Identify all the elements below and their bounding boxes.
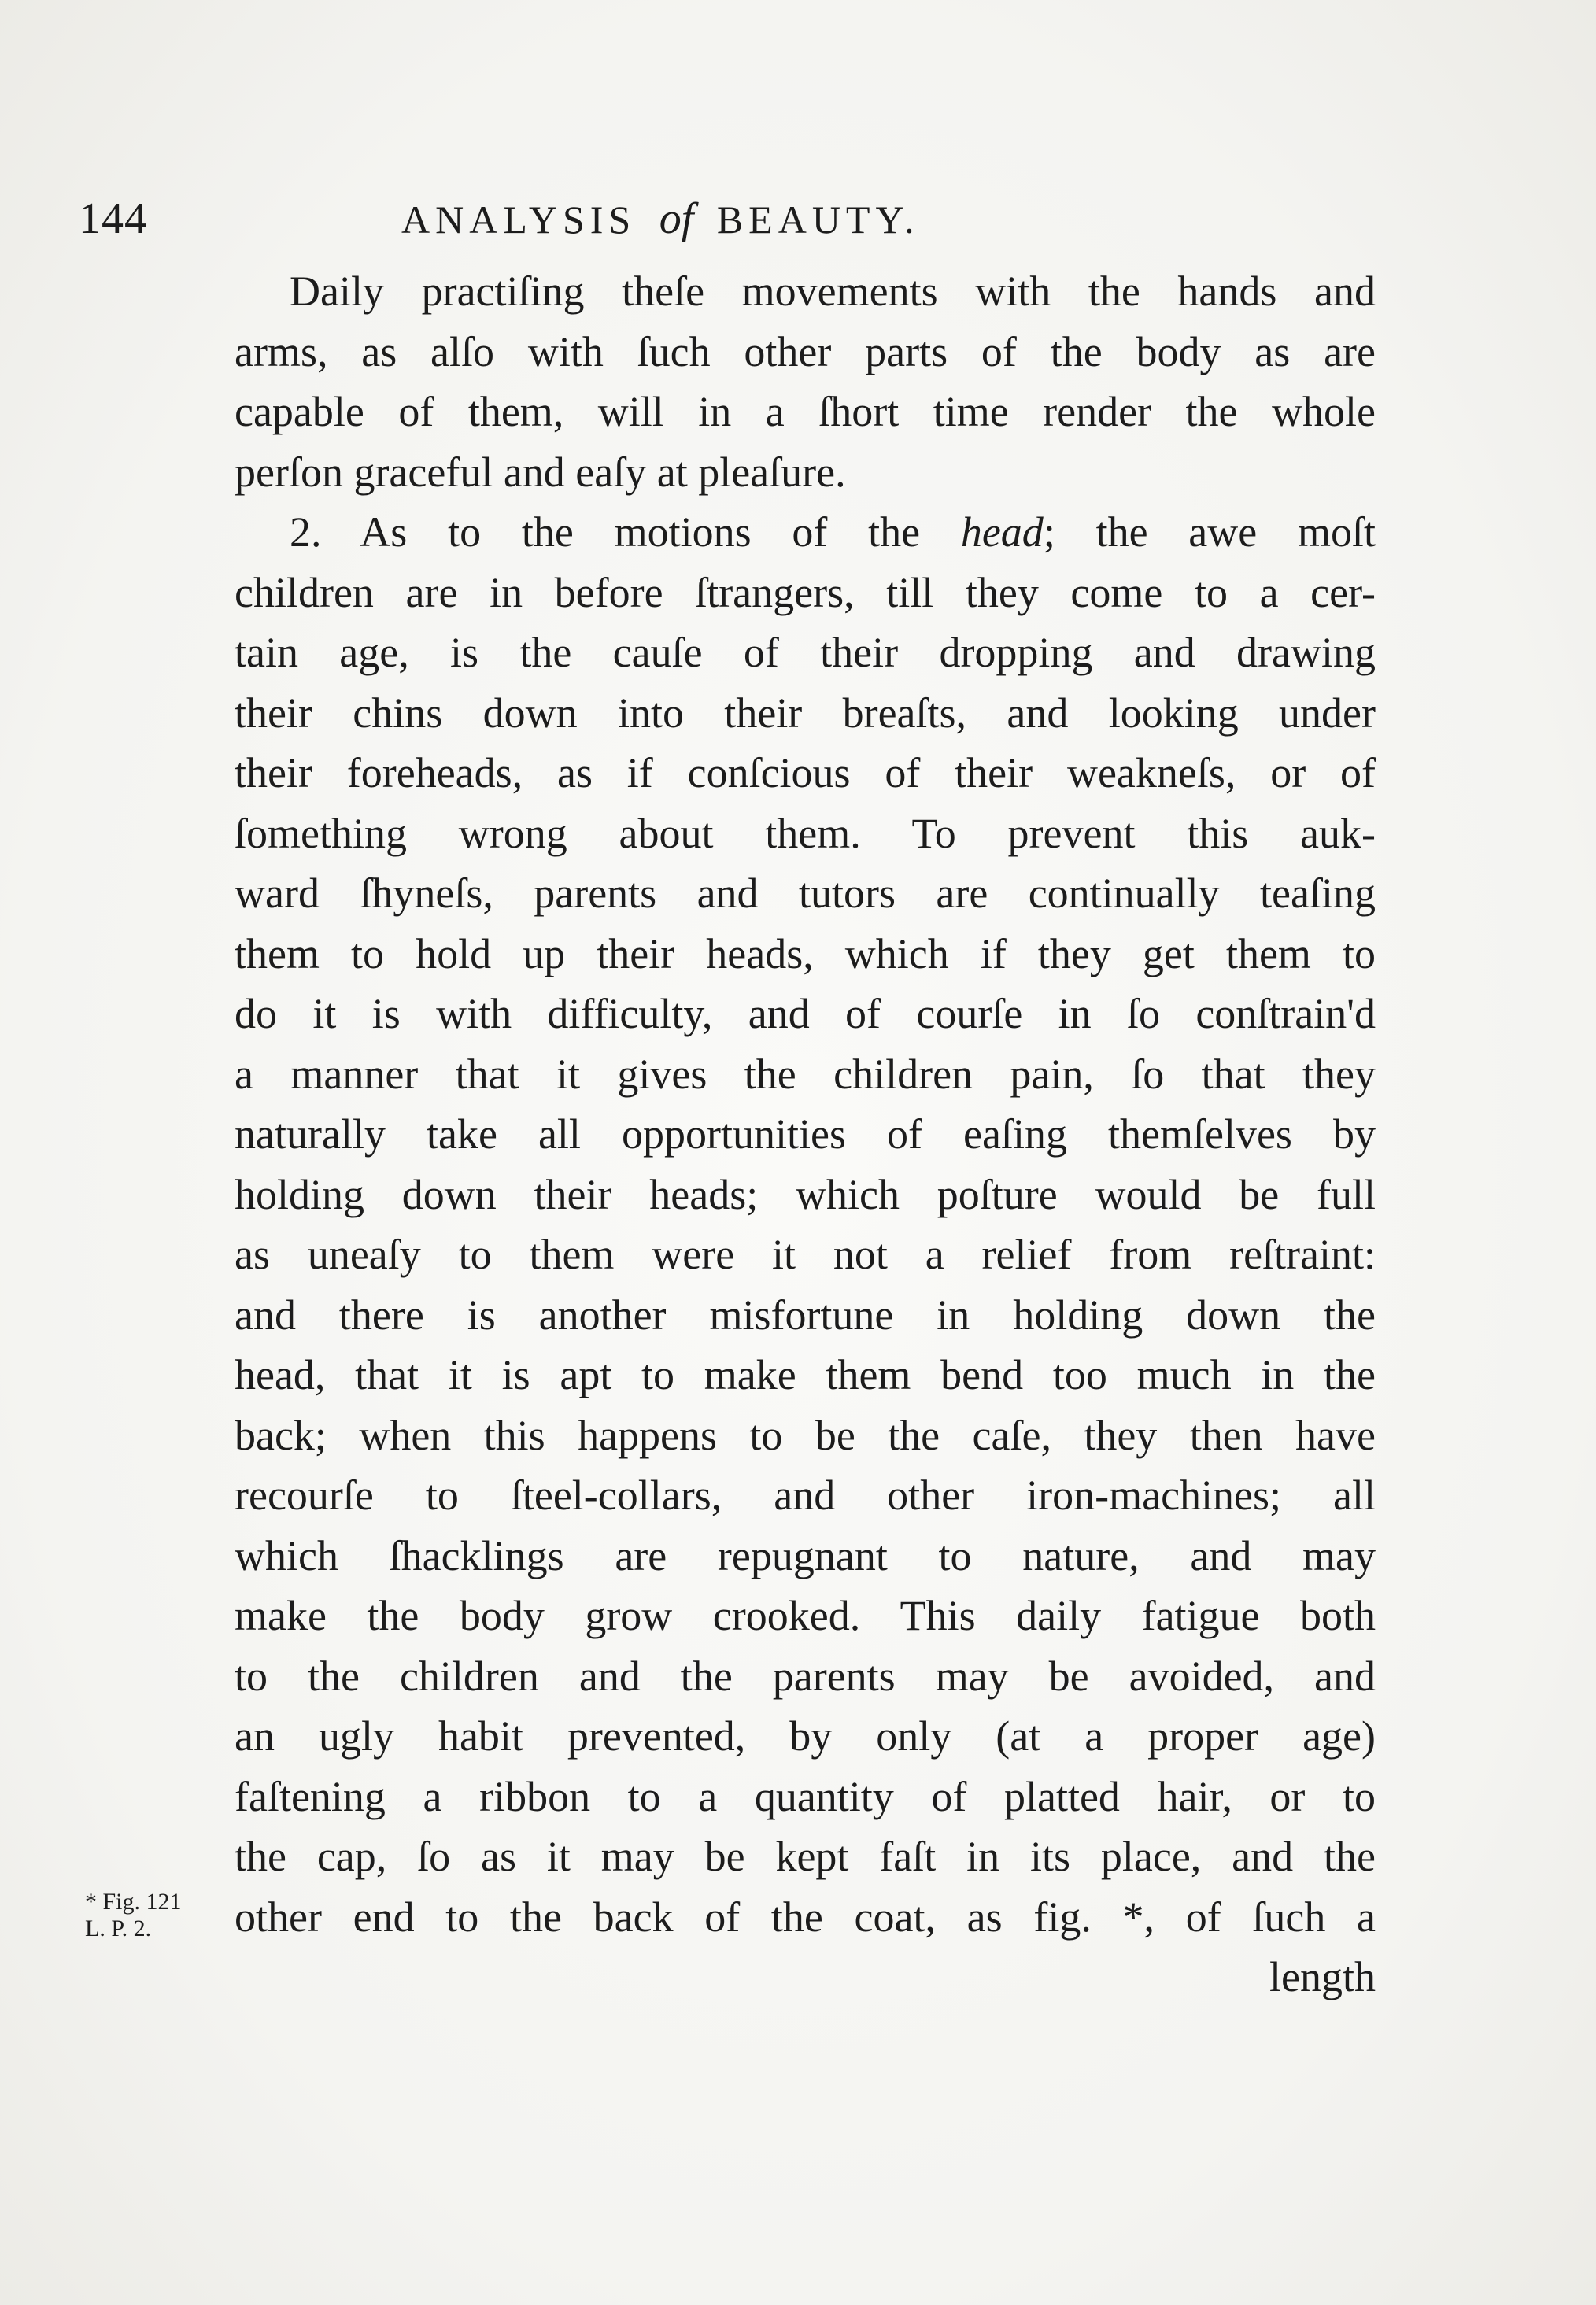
text-line-paragraph-2 bbox=[235, 502, 1376, 563]
marginal-note-plate: L. P. 2. bbox=[85, 1915, 152, 1941]
body-text bbox=[235, 261, 1376, 2008]
text-line: do it is with difficulty, and of courſe in ſo conſtrain'd bbox=[235, 990, 1376, 1037]
text-line: naturally take all opportunities of eaſing themſelves by bbox=[235, 1110, 1376, 1158]
title-of: of bbox=[659, 194, 694, 243]
text-line: the cap, ſo as it may be kept faſt in its place, and the bbox=[235, 1833, 1376, 1880]
text-line: children are in before ſtrangers, till they come to a cer- bbox=[235, 568, 1376, 616]
text-line: a manner that it gives the children pain, ſo that they bbox=[235, 1050, 1376, 1098]
text-line: perſon graceful and eaſy at pleaſure. bbox=[235, 448, 846, 496]
marginal-note bbox=[85, 1889, 219, 1942]
text-line: their foreheads, as if conſcious of their weakneſs, or of bbox=[235, 749, 1376, 796]
text-line: other end to the back of the coat, as fig. *, of ſuch a bbox=[235, 1893, 1376, 1941]
text-line: them to hold up their heads, which if they get them to bbox=[235, 929, 1376, 977]
running-title bbox=[401, 187, 920, 251]
marginal-note-figure: * Fig. 121 bbox=[85, 1889, 182, 1915]
emphasis-head: head bbox=[960, 508, 1044, 556]
text-fragment: ; the awe moſt bbox=[1043, 508, 1376, 556]
text-line: their chins down into their breaſts, and looking under bbox=[235, 689, 1376, 737]
text-line: ward ſhyneſs, parents and tutors are continually teaſing bbox=[235, 870, 1376, 917]
page-number: 144 bbox=[79, 194, 147, 243]
text-line: head, that it is apt to make them bend too much in the bbox=[235, 1351, 1376, 1398]
text-line: capable of them, will in a ſhort time render the whole bbox=[235, 388, 1376, 435]
text-line: as uneaſy to them were it not a relief from reſtraint: bbox=[235, 1231, 1376, 1278]
text-line: ſomething wrong about them. To prevent this auk- bbox=[235, 809, 1376, 857]
catchword: length bbox=[1269, 1953, 1376, 2000]
title-part2: BEAUTY. bbox=[716, 198, 920, 242]
text-line: faſtening a ribbon to a quantity of platted hair, or to bbox=[235, 1772, 1376, 1820]
text-fragment: As to the motions of the bbox=[360, 508, 921, 556]
paragraph-number: 2. bbox=[290, 508, 322, 556]
running-header bbox=[79, 187, 1369, 250]
text-line: holding down their heads; which poſture would be full bbox=[235, 1170, 1376, 1218]
text-line: which ſhacklings are repugnant to nature, and may bbox=[235, 1531, 1376, 1579]
text-line: to the children and the parents may be avoided, and bbox=[235, 1652, 1376, 1700]
text-line: tain age, is the cauſe of their dropping and drawing bbox=[235, 629, 1376, 676]
text-line: and there is another misfortune in holding down the bbox=[235, 1291, 1376, 1339]
title-part1: ANALYSIS bbox=[401, 198, 637, 242]
text-line: Daily practiſing theſe movements with the hands and bbox=[290, 268, 1376, 315]
text-line: back; when this happens to be the caſe, they then have bbox=[235, 1411, 1376, 1459]
text-line: an ugly habit prevented, by only (at a proper age) bbox=[235, 1712, 1376, 1760]
text-line: arms, as alſo with ſuch other parts of the body as are bbox=[235, 327, 1376, 375]
text-line: recourſe to ſteel-collars, and other iron-machines; all bbox=[235, 1472, 1376, 1519]
text-line: make the body grow crooked. This daily fatigue both bbox=[235, 1592, 1376, 1639]
